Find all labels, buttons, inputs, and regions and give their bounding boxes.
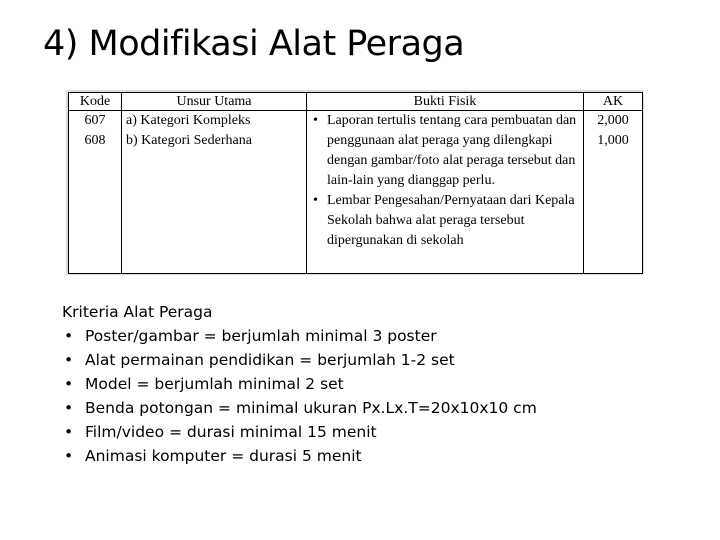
bukti-fisik-list [311, 111, 579, 251]
criteria-item-text: Model = berjumlah minimal 2 set [85, 375, 344, 393]
list-item [62, 420, 702, 444]
list-item [311, 191, 579, 251]
unsur-cell: b) Kategori Sederhana [122, 131, 307, 274]
bullet-icon: • [64, 399, 74, 417]
header-unsur-utama: Unsur Utama [122, 93, 307, 111]
list-item [62, 348, 702, 372]
bullet-icon: • [64, 423, 74, 441]
bullet-icon: • [64, 327, 74, 345]
header-kode: Kode [69, 93, 122, 111]
ak-cell: 2,000 [584, 111, 643, 132]
header-bukti-fisik: Bukti Fisik [307, 93, 584, 111]
header-ak: AK [584, 93, 643, 111]
bullet-icon: • [64, 351, 74, 369]
bullet-icon: • [64, 375, 74, 393]
criteria-section [62, 300, 702, 468]
credit-table [68, 92, 643, 274]
criteria-item-text: Alat permainan pendidikan = berjumlah 1-2 set [85, 351, 455, 369]
kode-cell: 608 [69, 131, 122, 274]
list-item [62, 372, 702, 396]
list-item [62, 396, 702, 420]
bullet-icon: • [313, 113, 318, 128]
bullet-icon: • [64, 447, 74, 465]
list-item [62, 324, 702, 348]
criteria-item-text: Poster/gambar = berjumlah minimal 3 poster [85, 327, 437, 345]
criteria-item-text: Film/video = durasi minimal 15 menit [85, 423, 377, 441]
criteria-heading: Kriteria Alat Peraga [62, 303, 213, 321]
kode-cell: 607 [69, 111, 122, 132]
bukti-fisik-text: Lembar Pengesahan/Pernyataan dari Kepala Sekolah bahwa alat peraga tersebut dipergunakan di sekolah [327, 193, 575, 248]
table-row [69, 111, 643, 132]
criteria-item-text: Animasi komputer = durasi 5 menit [85, 447, 362, 465]
criteria-item-text: Benda potongan = minimal ukuran Px.Lx.T=20x10x10 cm [85, 399, 537, 417]
table-header-row [69, 93, 643, 111]
bukti-fisik-text: Laporan tertulis tentang cara pembuatan dan penggunaan alat peraga yang dilengkapi dengan gambar/foto alat peraga tersebut dan lain-lain yang dianggap perlu. [327, 113, 577, 188]
bukti-fisik-cell [307, 111, 584, 274]
bullet-icon: • [313, 193, 318, 208]
slide-title: 4) Modifikasi Alat Peraga [43, 24, 465, 64]
unsur-cell: a) Kategori Kompleks [122, 111, 307, 132]
credit-table-image [66, 90, 644, 275]
criteria-list [62, 324, 702, 468]
ak-cell: 1,000 [584, 131, 643, 274]
list-item [62, 444, 702, 468]
list-item [311, 111, 579, 191]
